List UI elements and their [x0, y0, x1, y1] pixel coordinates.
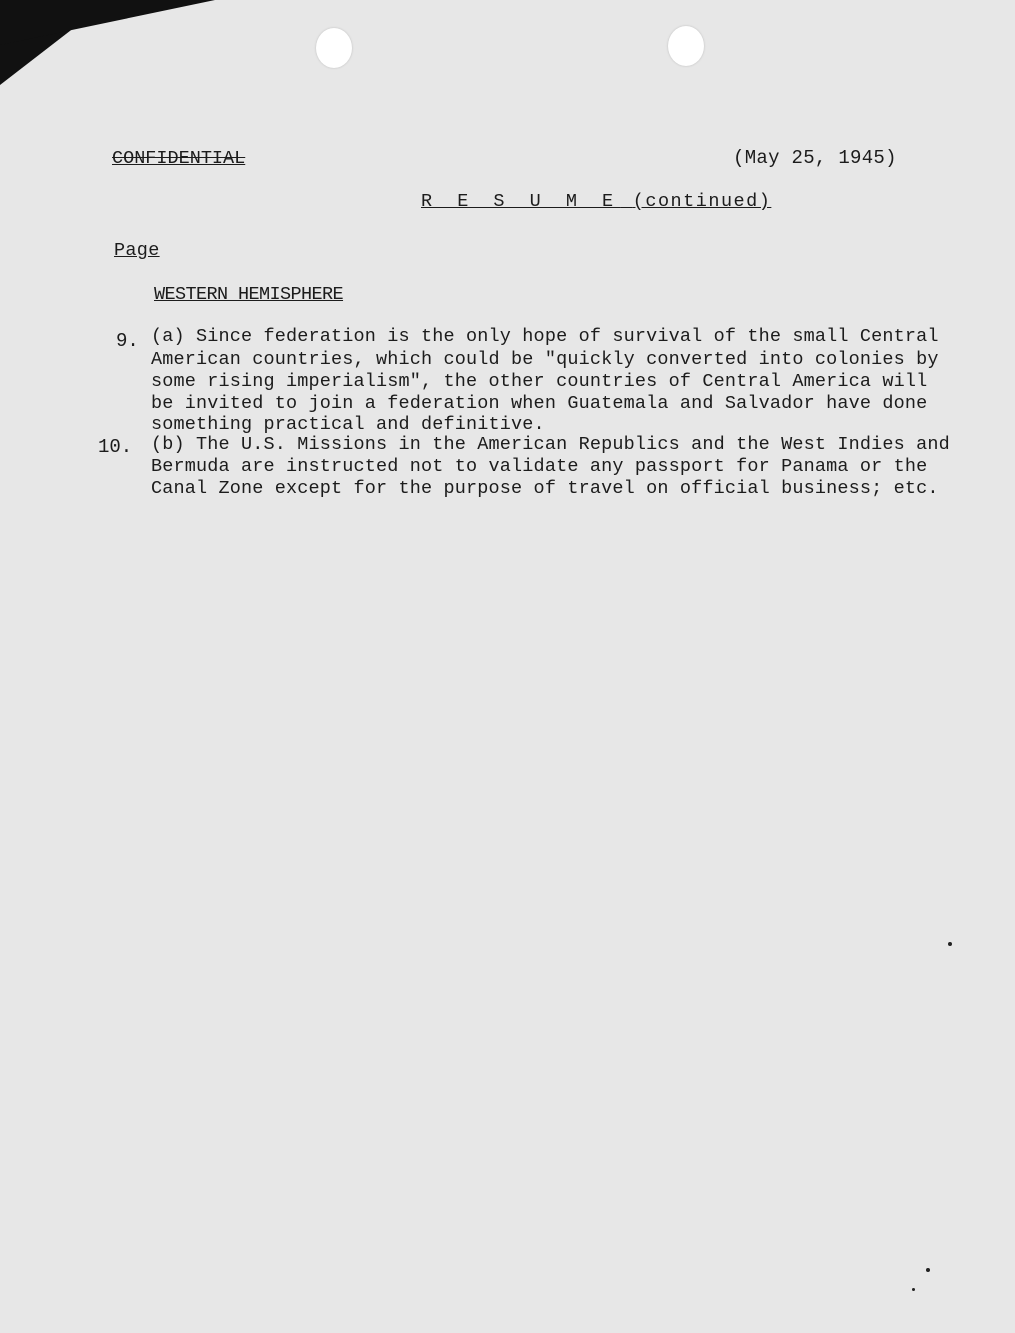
scan-corner-shadow [0, 0, 215, 45]
item-line: (a) Since federation is the only hope of survival of the small Central [151, 326, 939, 347]
classification-mark: CONFIDENTIAL [112, 148, 246, 169]
item-number: 9. [116, 330, 139, 352]
document-title [421, 191, 771, 212]
item-line: some rising imperialism", the other countries of Central America will [151, 371, 928, 392]
title-word: R E S U M E [421, 191, 621, 212]
item-line: (b) The U.S. Missions in the American Republics and the West Indies and [151, 434, 950, 455]
item-line: Canal Zone except for the purpose of travel on official business; etc. [151, 478, 939, 499]
section-heading: WESTERN HEMISPHERE [154, 284, 344, 305]
page-column-label: Page [114, 240, 160, 261]
title-suffix: (continued) [632, 191, 772, 212]
scan-speck [926, 1268, 930, 1272]
punch-hole [668, 26, 704, 66]
punch-hole [316, 28, 352, 68]
scan-speck [912, 1288, 915, 1291]
document-date: (May 25, 1945) [733, 147, 897, 169]
item-line: American countries, which could be "quickly converted into colonies by [151, 349, 939, 370]
item-line: be invited to join a federation when Guatemala and Salvador have done [151, 393, 928, 414]
item-line: something practical and definitive. [151, 414, 545, 435]
scan-speck [948, 942, 952, 946]
item-number: 10. [98, 436, 133, 458]
item-line: Bermuda are instructed not to validate any passport for Panama or the [151, 456, 928, 477]
